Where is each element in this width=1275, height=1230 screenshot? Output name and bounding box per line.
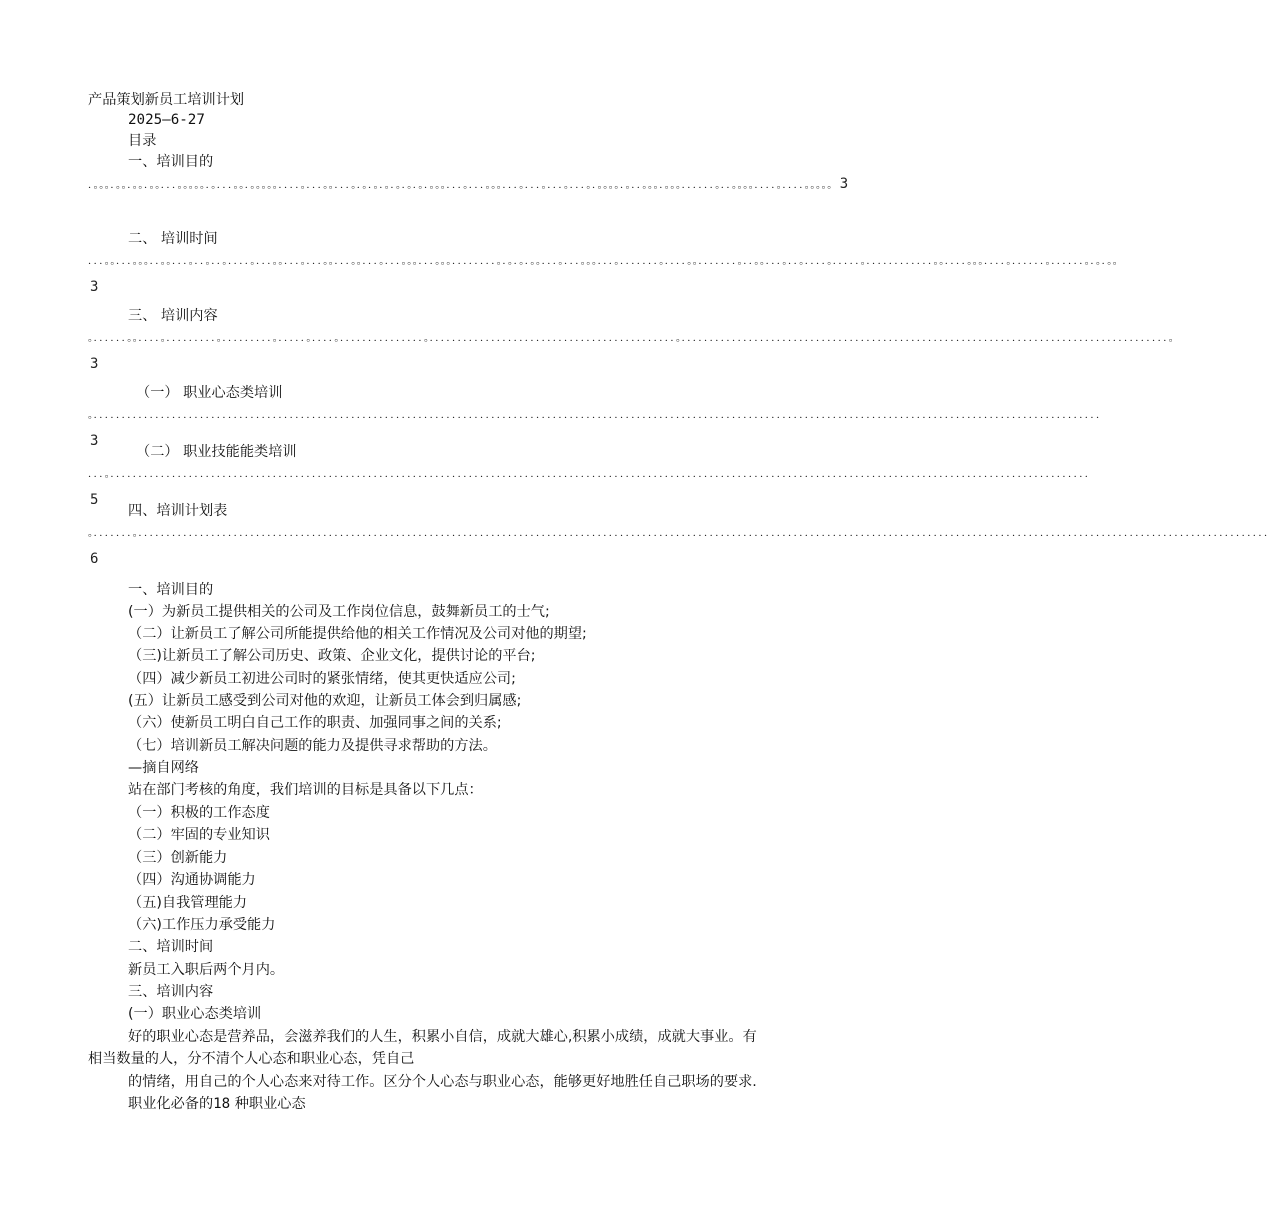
purpose-item: （四）减少新员工初进公司时的紧张情绪，使其更快适应公司; — [128, 671, 516, 687]
toc-leader-dots: ．．．。．．．．．．．．．．．．．．．．．．．．．．．．．．．．．．．．．．．．．．．．．．．．．．．．．．．．．．．．．．．．．．．．．．．．．．．．．．．．．．．．．．．．．．．．．．．．．．．．．．．．．．．．．．．．．．．．．．．．．．．．．．．．．．．．．．．．．．．．．．．．．．．．．．．．．．．．．．．．．．．．．．．．．．．．．．．．．．． — [88, 469, 1096, 480]
purpose-item: （六）使新员工明白自己工作的职责、加强同事之间的关系; — [128, 715, 502, 731]
toc-entry-3-page: 3 — [90, 355, 99, 372]
toc-entry-5-page: 5 — [90, 491, 99, 508]
goal-item: （三）创新能力 — [128, 850, 228, 866]
para-number: 18 — [213, 1096, 231, 1112]
purpose-item: (五）让新员工感受到公司对他的欢迎，让新员工体会到归属感; — [128, 693, 522, 709]
para-text: 种职业心态 — [230, 1096, 306, 1112]
paragraph-line: 好的职业心态是营养品，会滋养我们的人生，积累小自信，成就大雄心,积累小成绩，成就大事业。有 — [128, 1029, 757, 1045]
toc-entry-2-page: 3 — [90, 278, 99, 295]
purpose-item: （二）让新员工了解公司所能提供给他的相关工作情况及公司对他的期望; — [128, 626, 587, 642]
toc-leader-dots: 。．．．．．．．．．．．．．．．．．．．．．．．．．．．．．．．．．．．．．．．．．．．．．．．．．．．．．．．．．．．．．．．．．．．．．．．．．．．．．．．．．．．．．．．．．．．．．．．．．．．．．．．．．．．．．．．．．．．．．．．．．．．．．．．．．．．．．．．．．．．．．．．．．．．．．．．．．．．．．．．．．．．．．．．．．．．．．．．．．．．． — [88, 410, 1107, 421]
section-heading: 一、培训目的 — [128, 582, 214, 598]
goal-item: （四）沟通协调能力 — [128, 872, 256, 888]
toc-entry-6-page: 6 — [90, 550, 99, 567]
purpose-item: (一）为新员工提供相关的公司及工作岗位信息，鼓舞新员工的士气; — [128, 604, 550, 620]
paragraph-line: 相当数量的人，分不清个人心态和职业心态，凭自己 — [88, 1051, 415, 1067]
toc-entry-3-label[interactable]: 三、 培训内容 — [128, 308, 218, 324]
doc-date: 2025—6-27 — [128, 112, 205, 128]
goal-item: （六)工作压力承受能力 — [128, 917, 276, 933]
paragraph-line: 的情绪，用自己的个人心态来对待工作。区分个人心态与职业心态，能够更好地胜任自己职场的要求. — [128, 1074, 757, 1090]
toc-entry-2-leader — [88, 249, 1124, 303]
toc-heading: 目录 — [128, 133, 157, 149]
toc-entry-1-label[interactable]: 一、培训目的 — [128, 154, 214, 170]
toc-entry-1-leader — [88, 172, 858, 226]
toc-entry-2-label[interactable]: 二、 培训时间 — [128, 231, 218, 247]
section-heading: 三、培训内容 — [128, 984, 214, 1000]
toc-leader-dots: ．．．。。．．．。。。．．。。．．．。．．。．．。．．．．。．．．。。．．．。．．．。。．．．。。．．．。．．．。。。．．．。。。．．．．．．．．。．。．。．。。．．．。．．．。。。．．．。．．．．．．．。．．．．。。．．．．．．．。．．。。．．．。．．。．．．．。．．．．．。．．．．．．．．．．．．。。．．．．。。。．．．．。．．．．．．。．．．．．．。．。．。。 — [88, 256, 1124, 267]
toc-entry-4-page: 3 — [90, 432, 99, 449]
toc-leader-dots: ．。。。．。。．。。．。。．．．。。。。。．。．．．。。．。。。。。．．．．。．．．。。．．．。．。．。．。．。．。．。．。。。．．．。．．．。。。．．．。．．．。．．．。．．．。．。。。。．。．．。。。．。。。．．．．．．。．．。。。。．．．．。．．．．。。。。。 — [88, 180, 838, 191]
toc-entry-1-page: 3 — [839, 176, 849, 192]
training-time-text: 新员工入职后两个月内。 — [128, 962, 285, 978]
section-heading: 二、培训时间 — [128, 939, 214, 955]
para-text: 职业化必备的 — [128, 1096, 214, 1112]
toc-entry-5-leader — [88, 462, 1096, 508]
toc-entry-3-leader — [88, 326, 1180, 380]
goals-intro: 站在部门考核的角度，我们培训的目标是具备以下几点： — [128, 782, 483, 798]
source-note: —摘自网络 — [128, 760, 199, 776]
toc-leader-dots: 。．．．．．．。。．．．．。．．．．．．．．．。．．．．．．．．．。．．．．．。．．．．。．．．．．．．．．．．．．．．。．．．．．．．．．．．．．．．．．．．．．．．．．．．．．．．．．．．．．．．．．．．．。．．．．．．．．．．．．．．．．．．．．．．．．．．．．．．．．．．．．．．．．．．．．．．．．．．．．．．．．．．．．．．．．．．．．．．．．．．．．．．．．．．．．．．．。 — [88, 333, 1180, 344]
paragraph-line — [128, 1094, 306, 1114]
goal-item: （二）牢固的专业知识 — [128, 827, 270, 843]
toc-entry-4-leader — [88, 403, 1107, 449]
doc-title: 产品策划新员工培训计划 — [88, 92, 245, 108]
goal-item: （五)自我管理能力 — [128, 895, 248, 911]
toc-entry-6-label[interactable]: 四、培训计划表 — [128, 503, 228, 519]
toc-leader-dots: 。．．．．．．．。．．．．．．．．．．．．．．．．．．．．．．．．．．．．．．．．．．．．．．．．．．．．．．．．．．．．．．．．．．．．．．．．．．．．．．．．．．．．．．．．．．．．．．．．．．．．．．．．．．．．．．．．．．．．．．．．．．．．．．．．．．．．．．．．．．．．．．．．．．．．．．．．．．．．．．．．．．．．．．．．．．．．．．．．．．．．．．．．．．．．．．．．．．．．．．．．．．．．．．．．．． — [88, 528, 1275, 539]
goal-item: （一）积极的工作态度 — [128, 805, 270, 821]
purpose-item: （三)让新员工了解公司历史、政策、企业文化，提供讨论的平台; — [128, 648, 536, 664]
toc-entry-6-leader — [88, 521, 1275, 575]
purpose-item: （七）培训新员工解决问题的能力及提供寻求帮助的方法。 — [128, 738, 497, 754]
subsection-heading: (一）职业心态类培训 — [128, 1006, 262, 1022]
toc-entry-5-label[interactable]: （二） 职业技能能类培训 — [136, 444, 297, 460]
toc-entry-4-label[interactable]: （一） 职业心态类培训 — [136, 385, 283, 401]
